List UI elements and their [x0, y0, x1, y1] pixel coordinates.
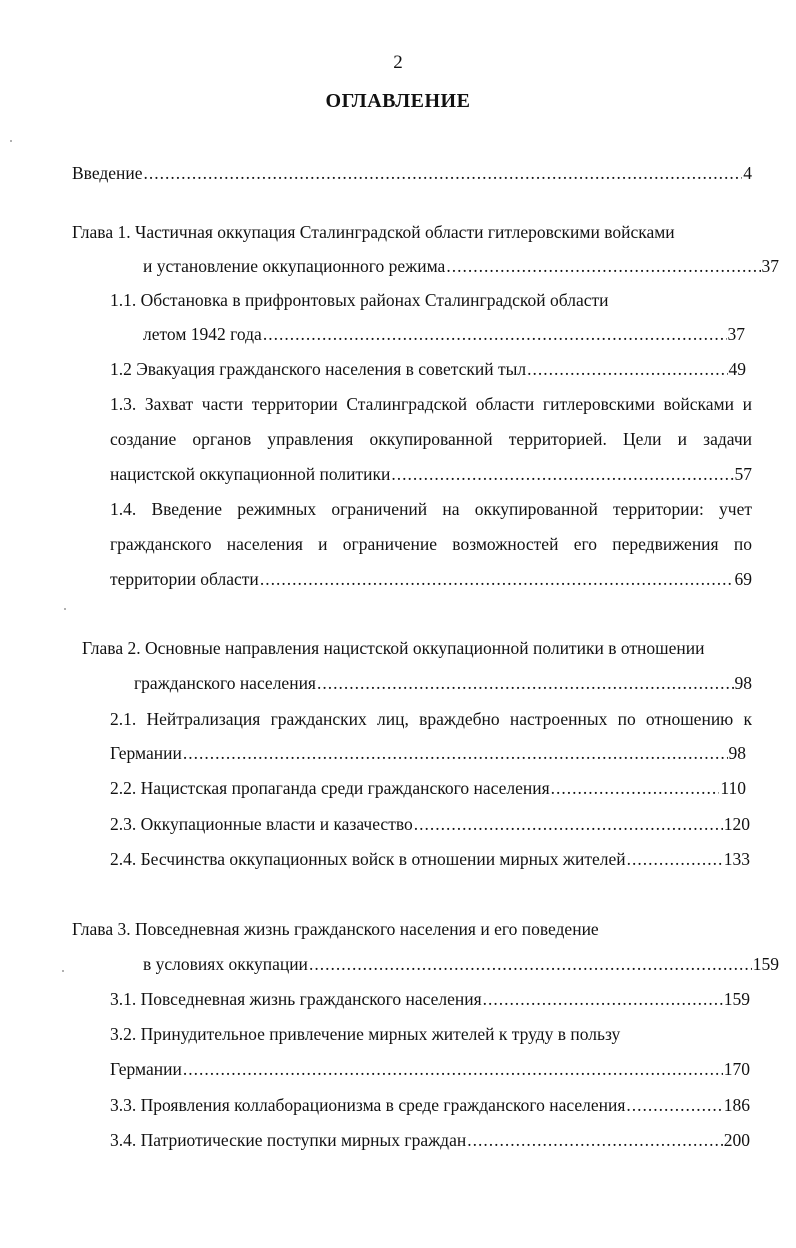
entry-text: Германии: [110, 743, 182, 763]
leader-dots: [317, 671, 734, 695]
entry-text: 1.2 Эвакуация гражданского населения в советский тыл: [110, 359, 527, 379]
entry-page: 4: [743, 163, 752, 183]
entry-page: 159: [723, 989, 750, 1009]
section-3-2[interactable]: 3.2. Принудительное привлечение мирных жителей к труду в пользу: [110, 1024, 621, 1044]
entry-text: 2.2. Нацистская пропаганда среди гражданского населения: [110, 778, 550, 798]
entry-text: 2.4. Бесчинства оккупационных войск в отношении мирных жителей: [110, 849, 626, 869]
scan-speck: [10, 140, 12, 142]
section-2-1-cont: [110, 741, 746, 765]
leader-dots: [309, 952, 752, 976]
entry-page: 186: [723, 1095, 750, 1115]
entry-page: 98: [734, 673, 752, 693]
entry-page: 110: [720, 778, 746, 798]
leader-dots: [626, 1093, 722, 1117]
leader-dots: [627, 847, 723, 871]
entry-text: и установление оккупационного режима: [143, 256, 446, 276]
entry-page: 133: [723, 849, 750, 869]
leader-dots: [260, 567, 734, 591]
entry-page: 120: [723, 814, 750, 834]
entry-text: летом 1942 года: [143, 324, 262, 344]
entry-page: 57: [734, 464, 752, 484]
section-3-2-cont: [110, 1057, 750, 1081]
chapter-3-heading-cont[interactable]: [143, 952, 779, 976]
leader-dots: [467, 1128, 723, 1152]
chapter-3-heading[interactable]: Глава 3. Повседневная жизнь гражданского населения и его поведение: [72, 919, 599, 939]
section-1-1-cont[interactable]: [143, 322, 745, 346]
leader-dots: [391, 462, 733, 486]
leader-dots: [414, 812, 723, 836]
section-2-4[interactable]: [110, 847, 750, 871]
chapter-2-heading[interactable]: Глава 2. Основные направления нацистской оккупационной политики в отношении: [82, 638, 705, 658]
toc-entry-intro[interactable]: [72, 161, 752, 185]
scan-speck: [64, 608, 66, 610]
leader-dots: [183, 1057, 723, 1081]
section-3-3[interactable]: [110, 1093, 750, 1117]
leader-dots: [483, 987, 723, 1011]
section-1-2[interactable]: [110, 357, 746, 381]
entry-page: 200: [723, 1130, 750, 1150]
entry-text: нацистской оккупационной политики: [110, 464, 391, 484]
entry-text: 3.1. Повседневная жизнь гражданского населения: [110, 989, 482, 1009]
leader-dots: [551, 776, 720, 800]
section-1-3-line3: [110, 462, 752, 486]
chapter-1-heading[interactable]: Глава 1. Частичная оккупация Сталинградской области гитлеровскими войсками: [72, 222, 675, 242]
leader-dots: [527, 357, 727, 381]
entry-page: 69: [734, 569, 752, 589]
entry-text: в условиях оккупации: [143, 954, 308, 974]
leader-dots: [446, 254, 760, 278]
entry-page: 49: [728, 359, 746, 379]
entry-text: гражданского населения: [134, 673, 316, 693]
section-1-1[interactable]: 1.1. Обстановка в прифронтовых районах Сталинградской области: [110, 290, 609, 310]
section-1-4[interactable]: 1.4. Введение режимных ограничений на оккупированной территории: учет: [110, 499, 752, 519]
toc-title: ОГЛАВЛЕНИЕ: [325, 90, 471, 112]
section-1-4-line2: гражданского населения и ограничение возможностей его передвижения по: [110, 534, 752, 554]
entry-text: 3.4. Патриотические поступки мирных граждан: [110, 1130, 467, 1150]
section-3-4[interactable]: [110, 1128, 750, 1152]
section-1-3[interactable]: 1.3. Захват части территории Сталинградской области гитлеровскими войсками и: [110, 394, 752, 414]
entry-text: 2.3. Оккупационные власти и казачество: [110, 814, 413, 834]
entry-page: 98: [728, 743, 746, 763]
entry-text: Германии: [110, 1059, 182, 1079]
section-2-2[interactable]: [110, 776, 746, 800]
section-1-3-line2: создание органов управления оккупированной территорией. Цели и задачи: [110, 429, 752, 449]
entry-page: 37: [727, 324, 745, 344]
section-2-3[interactable]: [110, 812, 750, 836]
leader-dots: [183, 741, 728, 765]
entry-text: территории области: [110, 569, 259, 589]
section-3-1[interactable]: [110, 987, 750, 1011]
entry-text: 3.3. Проявления коллаборационизма в среде гражданского населения: [110, 1095, 626, 1115]
chapter-1-heading-cont[interactable]: [143, 254, 779, 278]
page-number: 2: [393, 52, 403, 73]
entry-page: 159: [752, 954, 779, 974]
chapter-2-heading-cont[interactable]: [134, 671, 752, 695]
leader-dots: [144, 161, 743, 185]
entry-text: Введение: [72, 163, 143, 183]
section-1-4-line3: [110, 567, 752, 591]
scan-speck: [62, 970, 64, 972]
leader-dots: [263, 322, 727, 346]
entry-page: 37: [761, 256, 779, 276]
entry-page: 170: [723, 1059, 750, 1079]
section-2-1[interactable]: 2.1. Нейтрализация гражданских лиц, враждебно настроенных по отношению к: [110, 709, 752, 729]
